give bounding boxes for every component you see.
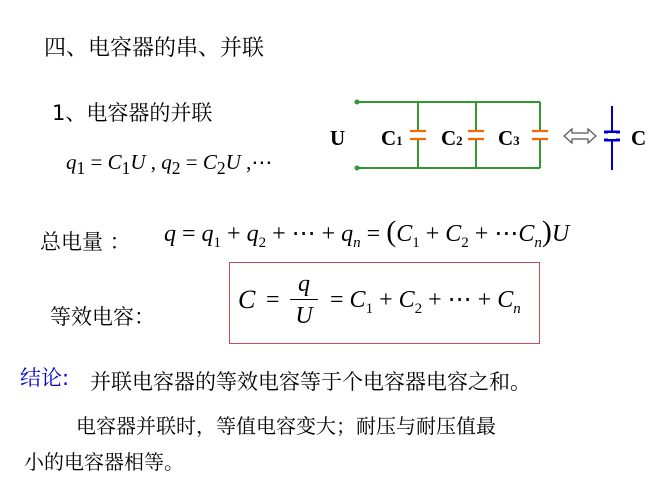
u2-symbol: U bbox=[225, 150, 241, 174]
equivalence-arrow-icon bbox=[564, 129, 596, 143]
total-charge-label: 总电量 ： bbox=[40, 230, 131, 254]
equivalent-capacitor bbox=[604, 106, 620, 170]
separator: , bbox=[145, 150, 162, 174]
equals-sign: = bbox=[266, 287, 280, 313]
equivalent-capacitance-label: 等效电容： bbox=[50, 305, 155, 329]
term-c2: C bbox=[398, 287, 415, 313]
terminal-bottom bbox=[355, 166, 360, 171]
c1-sub: 1 bbox=[396, 133, 403, 148]
equivalent-formula-box bbox=[229, 262, 540, 344]
denominator: U bbox=[295, 303, 313, 330]
c-symbol: C bbox=[238, 285, 256, 314]
fraction bbox=[290, 271, 318, 330]
section-title: 四、电容器的串、并联 bbox=[44, 36, 265, 61]
term-c1: C bbox=[349, 287, 366, 313]
term-cn: C bbox=[497, 287, 514, 313]
gap-c2 bbox=[475, 132, 477, 138]
ellipsis: ,⋯ bbox=[240, 150, 273, 174]
c1-symbol: C bbox=[107, 150, 122, 174]
capacitor-plates bbox=[410, 131, 548, 139]
numerator: q bbox=[298, 271, 310, 297]
q1-subscript: 1 bbox=[76, 158, 86, 179]
c2-label bbox=[441, 126, 463, 151]
q2-subscript: 2 bbox=[171, 158, 181, 179]
c2-sub: 2 bbox=[456, 133, 463, 148]
c2-subscript: 2 bbox=[216, 158, 226, 179]
c3-sub: 3 bbox=[513, 133, 520, 148]
term-c1-sub: 1 bbox=[365, 300, 374, 317]
term-cn-sub: n bbox=[513, 300, 521, 317]
q1-symbol: q bbox=[66, 150, 77, 174]
note-line-1: 电容器并联时，等值电容变大；耐压与耐压值最 bbox=[76, 414, 496, 438]
c1-label bbox=[381, 126, 403, 151]
rhs-sum: = $C_1 + C_2$ + ⋯ + $C_n$ bbox=[330, 287, 521, 317]
fraction-bar bbox=[290, 299, 318, 300]
q2-symbol: q bbox=[161, 150, 172, 174]
u1-symbol: U bbox=[130, 150, 146, 174]
c1-name: C bbox=[381, 126, 397, 150]
charge-equation: $q_1 = C_1U$ , $q_2 = C_2U$ ,⋯ bbox=[66, 150, 273, 179]
equivalent-c-label: C bbox=[631, 126, 647, 150]
c3-name: C bbox=[498, 126, 514, 150]
parallel-circuit-diagram bbox=[320, 90, 660, 180]
subsection-title: 1、电容器的并联 bbox=[52, 101, 213, 125]
c1-subscript: 1 bbox=[121, 158, 131, 179]
total-charge-formula: $q = q_1 + q_2$ + ⋯ + $q_n = (C_1 + C_2$ + $\cdots C_n)U$ bbox=[164, 215, 570, 251]
c2-name: C bbox=[441, 126, 457, 150]
note-line-2: 小的电容器相等。 bbox=[24, 450, 184, 474]
terminal-top bbox=[355, 100, 360, 105]
c2-symbol: C bbox=[202, 150, 217, 174]
c3-label bbox=[498, 126, 520, 151]
term-c2-sub: 2 bbox=[414, 300, 423, 317]
conclusion-text: 并联电容器的等效电容等于个电容器电容之和。 bbox=[90, 370, 531, 394]
gap-c3 bbox=[539, 132, 541, 138]
gap-c1 bbox=[417, 132, 419, 138]
voltage-label: U bbox=[330, 126, 346, 150]
conclusion-label: 结论: bbox=[20, 366, 70, 390]
